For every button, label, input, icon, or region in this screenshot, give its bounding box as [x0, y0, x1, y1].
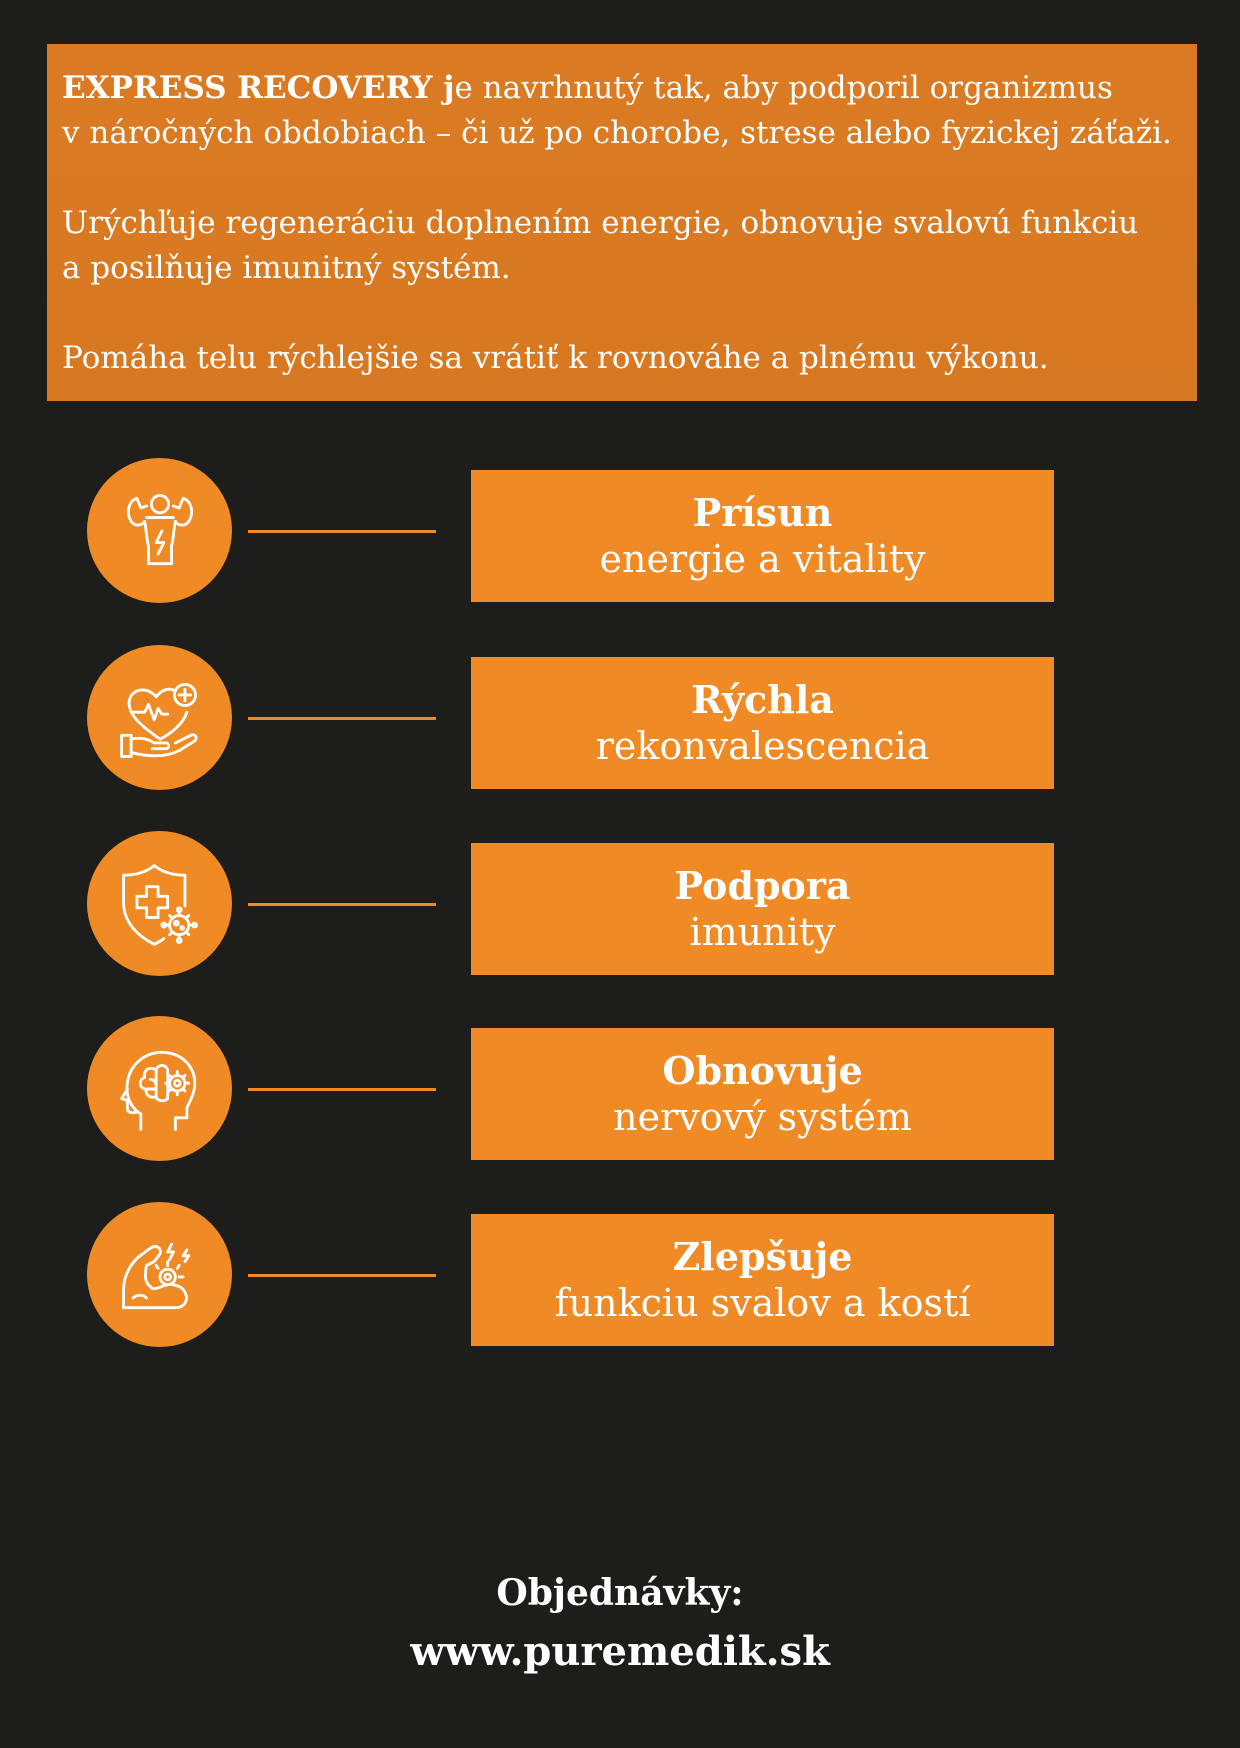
benefit-card: [471, 657, 1054, 789]
head-brain-gear-icon: [112, 1041, 208, 1137]
benefit-row-muscles: [0, 1202, 1240, 1347]
intro-paragraph-3: Pomáha telu rýchlejšie sa vrátiť k rovnováhe a plnému výkonu.: [62, 340, 1049, 376]
intro-paragraph-2: [62, 201, 1181, 291]
benefit-subtitle: energie a vitality: [599, 537, 926, 581]
benefit-row-recovery: [0, 645, 1240, 790]
order-label: Objednávky:: [496, 1572, 744, 1614]
flexed-arm-joint-icon: [112, 1227, 208, 1323]
benefit-icon-circle: [87, 458, 232, 603]
benefit-subtitle: rekonvalescencia: [595, 724, 930, 768]
connector-line: [248, 717, 436, 720]
intro-text: v náročných obdobiach – či už po chorobe, strese alebo fyzickej záťaži.: [62, 115, 1172, 151]
benefit-subtitle: imunity: [689, 910, 836, 954]
benefit-icon-circle: [87, 1016, 232, 1161]
brand-name: EXPRESS RECOVERY j: [62, 70, 455, 106]
connector-line: [248, 1088, 436, 1091]
connector-line: [248, 1274, 436, 1277]
benefit-card: [471, 1028, 1054, 1160]
intro-box: [47, 44, 1197, 401]
intro-text: Urýchľuje regeneráciu doplnením energie, obnovuje svalovú funkciu: [62, 205, 1139, 241]
benefit-card: [471, 1214, 1054, 1346]
connector-line: [248, 903, 436, 906]
shield-virus-icon: [112, 856, 208, 952]
benefit-row-immunity: [0, 831, 1240, 976]
benefit-title: Obnovuje: [662, 1048, 863, 1093]
intro-paragraph-1: [62, 66, 1181, 156]
benefit-subtitle: nervový systém: [613, 1095, 912, 1139]
website-link[interactable]: www.puremedik.sk: [410, 1628, 830, 1675]
benefit-title: Prísun: [692, 490, 833, 535]
benefit-subtitle: funkciu svalov a kostí: [554, 1281, 971, 1325]
intro-text: a posilňuje imunitný systém.: [62, 250, 511, 286]
heart-hand-plus-icon: [112, 670, 208, 766]
footer: [0, 1568, 1240, 1680]
benefit-title: Zlepšuje: [672, 1234, 853, 1279]
benefit-card: [471, 843, 1054, 975]
intro-text: e navrhnutý tak, aby podporil organizmus: [454, 70, 1113, 106]
benefit-title: Rýchla: [691, 677, 834, 722]
benefit-row-energy: [0, 458, 1240, 603]
benefit-card: [471, 470, 1054, 602]
benefit-title: Podpora: [674, 863, 851, 908]
benefit-icon-circle: [87, 831, 232, 976]
muscle-body-lightning-icon: [112, 483, 208, 579]
benefit-icon-circle: [87, 1202, 232, 1347]
connector-line: [248, 530, 436, 533]
benefit-icon-circle: [87, 645, 232, 790]
benefit-row-nervous: [0, 1016, 1240, 1161]
